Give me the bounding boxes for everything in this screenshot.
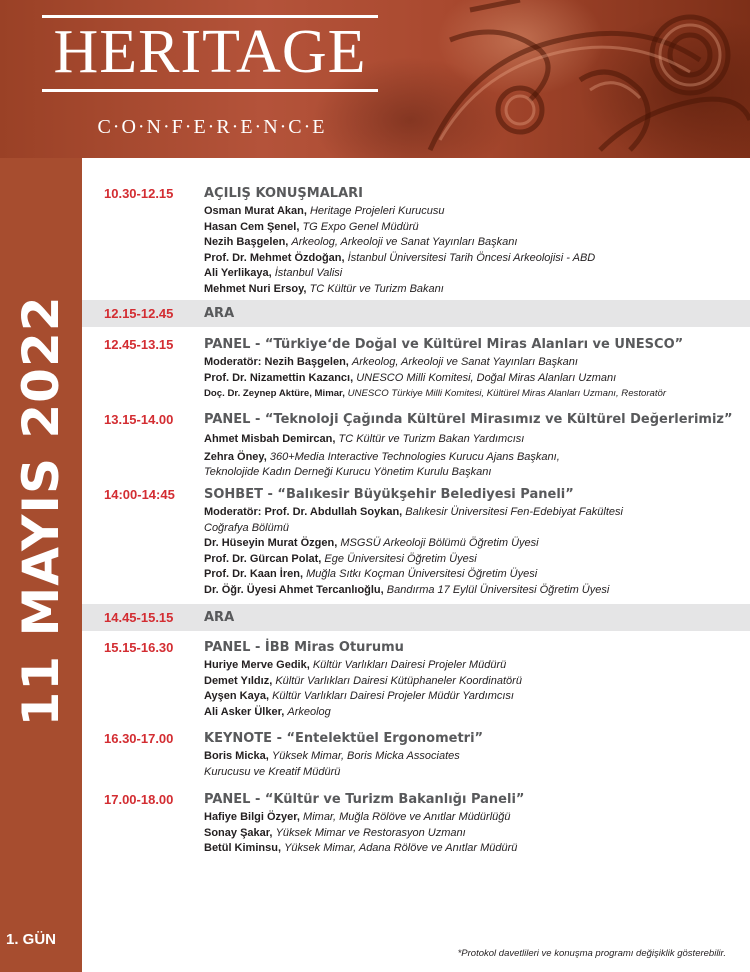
session-heading: ARA: [204, 610, 235, 625]
speaker: Ali Asker Ülker, Arkeolog: [204, 705, 331, 718]
session-time: 15.15-16.30: [104, 640, 174, 655]
session-time: 12.15-12.45: [104, 306, 174, 321]
speaker: Dr. Öğr. Üyesi Ahmet Tercanlıoğlu, Bandırma 17 Eylül Üniversitesi Öğretim Üyesi: [204, 583, 610, 596]
event-date: 11 MAYIS 2022: [12, 294, 70, 727]
speaker: Sonay Şakar, Yüksek Mimar ve Restorasyon Uzmanı: [204, 826, 466, 839]
speaker: Hafiye Bilgi Özyer, Mimar, Muğla Rölöve ve Anıtlar Müdürlüğü: [204, 811, 511, 823]
speaker-list: [204, 658, 750, 720]
session-time: 17.00-18.00: [104, 792, 174, 807]
speaker: Osman Murat Akan, Heritage Projeleri Kurucusu: [204, 205, 445, 217]
session-heading: AÇILIŞ KONUŞMALARI: [204, 186, 363, 201]
speaker-list: [204, 505, 750, 598]
conference-subtitle: C·O·N·F·E·R·E·N·C·E: [97, 116, 327, 138]
footnote: *Protokol davetlileri ve konuşma programı değişiklik gösterebilir.: [457, 948, 726, 959]
session-time: 13.15-14.00: [104, 412, 174, 427]
day-label: 1. GÜN: [6, 931, 57, 948]
speaker-list: [204, 432, 750, 481]
speaker: Nezih Başgelen, Arkeolog, Arkeoloji ve Sanat Yayınları Başkanı: [204, 236, 518, 248]
date-sidebar: [0, 158, 82, 972]
speaker: Hasan Cem Şenel, TG Expo Genel Müdürü: [204, 220, 419, 233]
speaker: Betül Kiminsu, Yüksek Mimar, Adana Rölöve ve Anıtlar Müdürü: [204, 842, 518, 854]
session-heading: ARA: [204, 306, 235, 321]
speaker: Ali Yerlikaya, İstanbul Valisi: [204, 267, 343, 279]
speaker: Prof. Dr. Nizamettin Kazancı, UNESCO Milli Komitesi, Doğal Miras Alanları Uzmanı: [204, 371, 617, 384]
session-time: 10.30-12.15: [104, 186, 174, 201]
speaker: Demet Yıldız, Kültür Varlıkları Dairesi Kütüphaneler Koordinatörü: [204, 674, 522, 687]
speaker-list: [204, 204, 750, 297]
speaker-list: [204, 355, 750, 402]
session-heading: KEYNOTE - “Entelektüel Ergonometri”: [204, 731, 484, 746]
speaker: Prof. Dr. Kaan İren, Muğla Sıtkı Koçman Üniversitesi Öğretim Üyesi: [204, 568, 538, 580]
session-time: 14:00-14:45: [104, 487, 175, 502]
speaker: Ayşen Kaya, Kültür Varlıkları Dairesi Projeler Müdür Yardımcısı: [204, 690, 514, 702]
session-heading: PANEL - “Teknoloji Çağında Kültürel Mirasımız ve Kültürel Değerlerimiz”: [204, 412, 733, 427]
speaker: Prof. Dr. Gürcan Polat, Ege Üniversitesi Öğretim Üyesi: [204, 552, 477, 565]
speaker: Moderatör: Nezih Başgelen, Arkeolog, Arkeoloji ve Sanat Yayınları Başkanı: [204, 356, 578, 368]
session-break: [82, 300, 750, 327]
speaker: Mehmet Nuri Ersoy, TC Kültür ve Turizm Bakanı: [204, 282, 444, 295]
session-time: 16.30-17.00: [104, 731, 174, 746]
session-time: 12.45-13.15: [104, 337, 174, 352]
speaker-list: [204, 810, 750, 857]
speaker: Huriye Merve Gedik, Kültür Varlıkları Dairesi Projeler Müdürü: [204, 659, 507, 671]
header-banner: [0, 0, 750, 158]
session-break: [82, 604, 750, 631]
speaker: Prof. Dr. Mehmet Özdoğan, İstanbul Üniversitesi Tarih Öncesi Arkeolojisi - ABD: [204, 251, 596, 264]
speaker: Boris Micka, Yüksek Mimar, Boris Micka Associates Kurucusu ve Kreatif Müdürü: [204, 750, 460, 778]
speaker: Zehra Öney, 360+Media Interactive Technologies Kurucu Ajans Başkanı, Teknolojide Kadın Derneği Kurucu Yönetim Kurulu Başkanı: [204, 450, 560, 478]
title-bottom-rule: [42, 89, 378, 92]
session-heading: SOHBET - “Balıkesir Büyükşehir Belediyesi Paneli”: [204, 487, 574, 502]
speaker: Doç. Dr. Zeynep Aktüre, Mimar, UNESCO Türkiye Milli Komitesi, Kültürel Miras Alanları Uzmanı, Restoratör: [204, 388, 667, 399]
session-heading: PANEL - “Kültür ve Turizm Bakanlığı Paneli”: [204, 792, 525, 807]
session-heading: PANEL - “Türkiye‘de Doğal ve Kültürel Miras Alanları ve UNESCO”: [204, 337, 684, 352]
speaker: Ahmet Misbah Demircan, TC Kültür ve Turizm Bakan Yardımcısı: [204, 433, 525, 445]
speaker: Dr. Hüseyin Murat Özgen, MSGSÜ Arkeoloji Bölümü Öğretim Üyesi: [204, 537, 539, 549]
conference-title: HERITAGE: [53, 18, 367, 86]
session-heading: PANEL - İBB Miras Oturumu: [204, 640, 404, 655]
speaker: Moderatör: Prof. Dr. Abdullah Soykan, Balıkesir Üniversitesi Fen-Edebiyat Fakültesi Coğrafya Bölümü: [204, 506, 623, 534]
speaker-list: [204, 749, 750, 780]
session-time: 14.45-15.15: [104, 610, 174, 625]
